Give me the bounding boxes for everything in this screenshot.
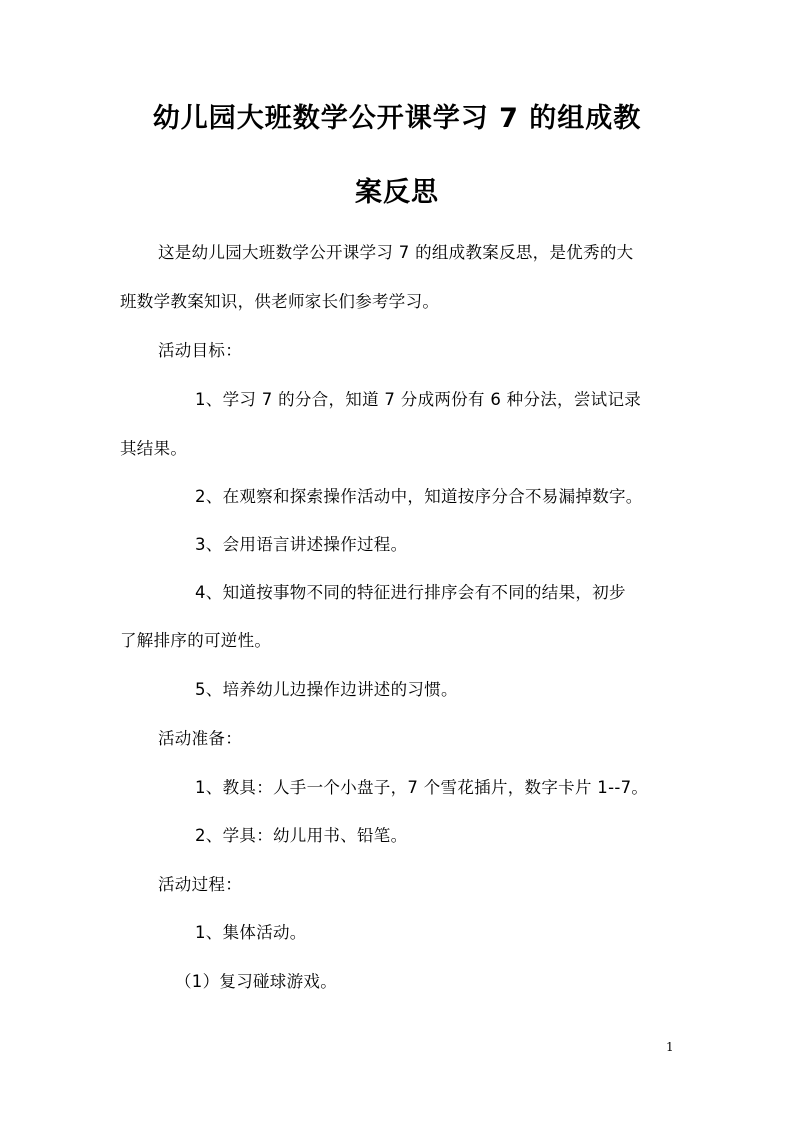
goal-item-5: 5、培养幼儿边操作边讲述的习惯。 bbox=[195, 680, 458, 699]
preparation-item-2: 2、学具：幼儿用书、铅笔。 bbox=[195, 826, 408, 845]
process-subitem-1: （1）复习碰球游戏。 bbox=[175, 972, 337, 991]
goal-item-4-line2: 了解排序的可逆性。 bbox=[120, 631, 272, 650]
goal-item-1-line1: 1、学习 7 的分合，知道 7 分成两份有 6 种分法，尝试记录 bbox=[195, 390, 642, 409]
document-title-line2: 案反思 bbox=[355, 177, 439, 208]
section-heading-process: 活动过程： bbox=[158, 875, 242, 894]
section-heading-goals: 活动目标： bbox=[158, 341, 242, 360]
preparation-item-1: 1、教具：人手一个小盘子，7 个雪花插片，数字卡片 1--7。 bbox=[195, 778, 649, 797]
goal-item-2: 2、在观察和探索操作活动中，知道按序分合不易漏掉数字。 bbox=[195, 487, 643, 506]
intro-paragraph-line1: 这是幼儿园大班数学公开课学习 7 的组成教案反思，是优秀的大 bbox=[158, 243, 634, 262]
process-item-1: 1、集体活动。 bbox=[195, 923, 307, 942]
goal-item-4-line1: 4、知道按事物不同的特征进行排序会有不同的结果，初步 bbox=[195, 583, 626, 602]
goal-item-1-line2: 其结果。 bbox=[120, 439, 188, 458]
intro-paragraph-line2: 班数学教案知识，供老师家长们参考学习。 bbox=[120, 292, 440, 311]
goal-item-3: 3、会用语言讲述操作过程。 bbox=[195, 535, 408, 554]
section-heading-preparation: 活动准备： bbox=[158, 729, 242, 748]
page-number: 1 bbox=[666, 1040, 674, 1054]
document-title-line1: 幼儿园大班数学公开课学习 7 的组成教 bbox=[152, 103, 642, 134]
